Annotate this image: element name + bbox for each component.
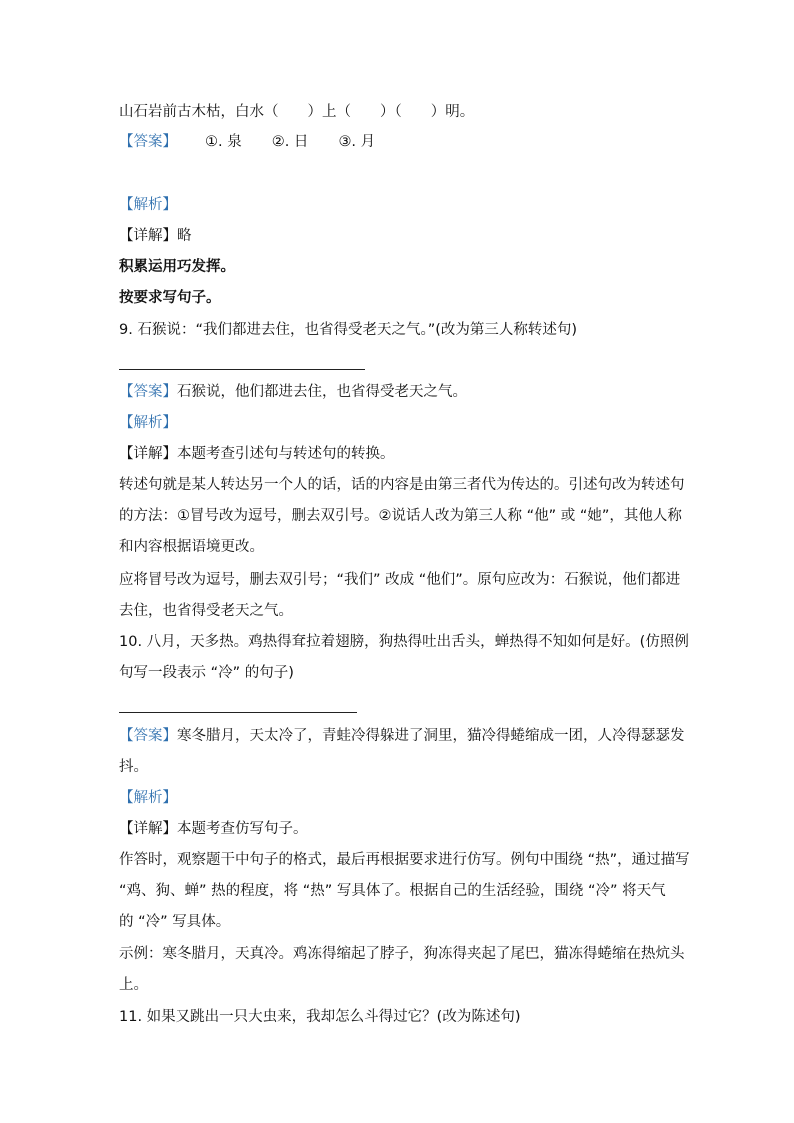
- paragraph-line: 应将冒号改为逗号，删去双引号；“我们” 改成 “他们”。原句应改为：石猴说，他们都进: [119, 572, 681, 588]
- detail-text: 略: [177, 228, 192, 244]
- answer-line: [119, 132, 679, 152]
- paragraph-line: 的方法：①冒号改为逗号，删去双引号。②说话人改为第三人称 “他” 或 “她”，其他人称: [119, 508, 682, 524]
- answer-line: [119, 726, 685, 746]
- detail-line: [119, 444, 679, 464]
- paragraph-line: 作答时，观察题干中句子的格式，最后再根据要求进行仿写。例句中围绕 “热”，通过描写: [119, 852, 690, 868]
- section-heading: 积累运用巧发挥。: [119, 259, 235, 275]
- analysis-tag: 【解析】: [119, 415, 177, 431]
- question-9: 9. 石猴说：“我们都进去住，也省得受老天之气。”(改为第三人称转述句): [119, 322, 578, 338]
- answer-text: 石猴说，他们都进去住，也省得受老天之气。: [177, 384, 467, 400]
- detail-text: 本题考查引述句与转述句的转换。: [177, 446, 395, 462]
- answer-blank-line: [119, 712, 357, 713]
- detail-text: 本题考查仿写句子。: [177, 821, 308, 837]
- answer-text: 寒冬腊月，天太冷了，青蛙冷得躲进了洞里，猫冷得蜷缩成一团，人冷得瑟瑟发: [177, 728, 685, 744]
- answer-line: [119, 382, 679, 402]
- paragraph-line: 去住，也省得受老天之气。: [119, 603, 293, 619]
- detail-tag: 【详解】: [119, 228, 177, 244]
- question-10: 句写一段表示 “冷” 的句子): [119, 665, 294, 681]
- answer-tag: 【答案】: [119, 134, 177, 150]
- analysis-tag: 【解析】: [119, 790, 177, 806]
- paragraph-line: 示例：寒冬腊月，天真冷。鸡冻得缩起了脖子，狗冻得夹起了尾巴，猫冻得蜷缩在热炕头: [119, 946, 685, 962]
- question-10: 10. 八月，天多热。鸡热得耷拉着翅膀，狗热得吐出舌头，蝉热得不知如何是好。(仿照例: [119, 634, 689, 650]
- paragraph-line: “鸡、狗、蝉” 热的程度，将 “热” 写具体了。根据自己的生活经验，围绕 “冷” 将天气: [119, 883, 666, 899]
- analysis-tag: 【解析】: [119, 197, 177, 213]
- detail-tag: 【详解】: [119, 446, 177, 462]
- question-line: 山石岩前古木枯，白水（ ）上（ ）（ ）明。: [119, 104, 475, 120]
- answer-blank-line: [119, 369, 365, 370]
- answer-tag: 【答案】: [119, 384, 177, 400]
- detail-line: [119, 226, 679, 246]
- paragraph-line: 转述句就是某人转达另一个人的话，话的内容是由第三者代为传达的。引述句改为转述句: [119, 477, 685, 493]
- paragraph-line: 和内容根据语境更改。: [119, 539, 264, 555]
- answer-blank-3: ③. 月: [338, 134, 376, 150]
- paragraph-line: 的 “冷” 写具体。: [119, 914, 231, 930]
- detail-tag: 【详解】: [119, 821, 177, 837]
- section-heading: 按要求写句子。: [119, 290, 221, 306]
- question-11: 11. 如果又跳出一只大虫来，我却怎么斗得过它？(改为陈述句): [119, 1009, 521, 1025]
- paragraph-line: 上。: [119, 977, 148, 993]
- detail-line: [119, 819, 679, 839]
- answer-line: 抖。: [119, 759, 148, 775]
- answer-blank-1: ①. 泉: [205, 134, 242, 150]
- answer-tag: 【答案】: [119, 728, 177, 744]
- answer-blank-2: ②. 日: [271, 134, 309, 150]
